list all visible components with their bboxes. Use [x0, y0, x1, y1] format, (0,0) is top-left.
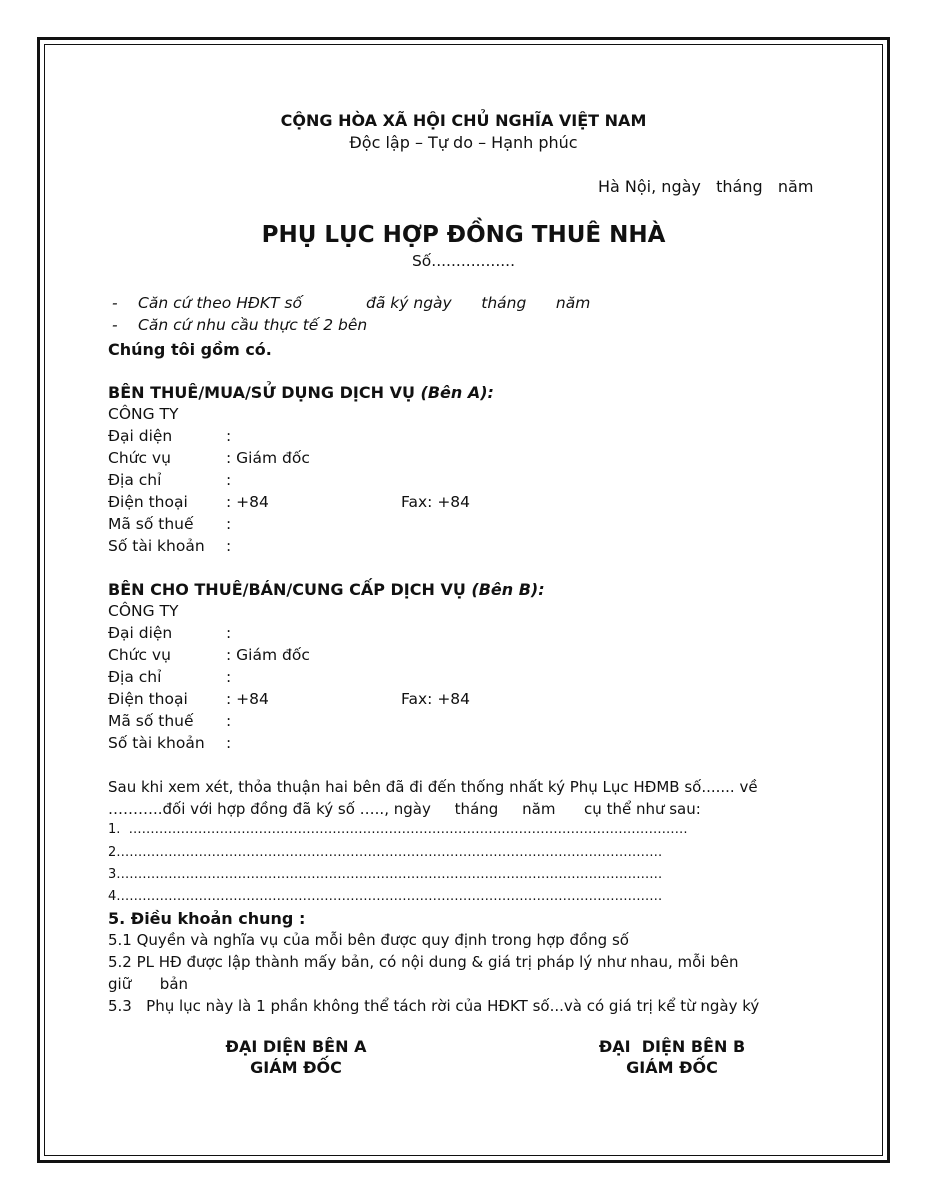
party-a-label-address: Địa chỉ: [108, 471, 162, 489]
party-a-heading-suffix: (Bên A):: [420, 383, 494, 402]
party-b-label-account: Số tài khoản: [108, 734, 205, 752]
party-a-heading: [108, 383, 494, 402]
agreement-line-2: ………..đối với hợp đồng đã ký số ….., ngày tháng năm cụ thể như sau:: [108, 800, 701, 818]
party-a-value-tax-code: :: [226, 515, 232, 533]
party-b-company: CÔNG TY: [108, 602, 179, 620]
document-number: Số.................: [411, 252, 516, 270]
party-b-label-position: Chức vụ: [108, 646, 171, 664]
signature-b-title: ĐẠI DIỆN BÊN B: [598, 1037, 746, 1056]
place-date: Hà Nội, ngày tháng năm: [598, 177, 814, 196]
party-a-heading-text: BÊN THUÊ/MUA/SỬ DỤNG DỊCH VỤ: [108, 383, 421, 402]
party-b-heading-suffix: (Bên B):: [471, 580, 545, 599]
party-a-value-position: : Giám đốc: [226, 449, 310, 467]
term-5-2-line-2: giữ bản: [108, 975, 189, 993]
nation-heading: CỘNG HÒA XÃ HỘI CHỦ NGHĨA VIỆT NAM: [280, 111, 647, 130]
party-b-value-position: : Giám đốc: [226, 646, 310, 664]
preamble-item-1: Căn cứ theo HĐKT số đã ký ngày tháng năm: [138, 294, 591, 312]
party-b-label-representative: Đại diện: [108, 624, 173, 642]
party-a-label-phone: Điện thoại: [108, 493, 188, 511]
party-a-value-address: :: [226, 471, 232, 489]
document-title: PHỤ LỤC HỢP ĐỒNG THUÊ NHÀ: [261, 222, 666, 248]
agreement-item-1: 1. …………………………………………………………………………………………………………………: [108, 822, 688, 837]
party-b-value-representative: :: [226, 624, 232, 642]
party-b-label-address: Địa chỉ: [108, 668, 162, 686]
party-a-company: CÔNG TY: [108, 405, 179, 423]
party-b-fax: Fax: +84: [401, 690, 471, 708]
bullet-1: -: [112, 294, 118, 312]
bullet-2: -: [112, 316, 118, 334]
party-b-heading-text: BÊN CHO THUÊ/BÁN/CUNG CẤP DỊCH VỤ: [108, 580, 472, 599]
agreement-item-4: 4………………………………………………………………………………………………………………: [108, 889, 663, 904]
we-include: Chúng tôi gồm có.: [108, 340, 272, 359]
signature-b-role: GIÁM ĐỐC: [626, 1058, 718, 1077]
party-b-value-address: :: [226, 668, 232, 686]
national-motto: Độc lập – Tự do – Hạnh phúc: [349, 133, 578, 152]
party-a-value-account: :: [226, 537, 232, 555]
party-a-value-representative: :: [226, 427, 232, 445]
term-5-2-line-1: 5.2 PL HĐ được lập thành mấy bản, có nội dung & giá trị pháp lý như nhau, mỗi bên: [108, 953, 739, 971]
term-5-3: 5.3 Phụ lục này là 1 phần không thể tách rời của HĐKT số...và có giá trị kể từ ngày ký: [108, 997, 760, 1015]
agreement-item-3: 3………………………………………………………………………………………………………………: [108, 867, 663, 882]
party-b-value-phone: : +84: [226, 690, 269, 708]
term-5-1: 5.1 Quyền và nghĩa vụ của mỗi bên được quy định trong hợp đồng số: [108, 931, 629, 949]
agreement-line-1: Sau khi xem xét, thỏa thuận hai bên đã đi đến thống nhất ký Phụ Lục HĐMB số....... về: [108, 778, 758, 796]
party-b-label-tax-code: Mã số thuế: [108, 712, 194, 730]
party-b-value-account: :: [226, 734, 232, 752]
party-a-label-position: Chức vụ: [108, 449, 171, 467]
party-b-label-phone: Điện thoại: [108, 690, 188, 708]
terms-heading: 5. Điều khoản chung :: [108, 909, 306, 928]
signature-a-role: GIÁM ĐỐC: [250, 1058, 342, 1077]
party-a-fax: Fax: +84: [401, 493, 471, 511]
agreement-item-2: 2………………………………………………………………………………………………………………: [108, 845, 663, 860]
party-b-heading: [108, 580, 545, 599]
preamble-item-2: Căn cứ nhu cầu thực tế 2 bên: [138, 316, 368, 334]
party-a-label-account: Số tài khoản: [108, 537, 205, 555]
party-a-label-tax-code: Mã số thuế: [108, 515, 194, 533]
party-a-value-phone: : +84: [226, 493, 269, 511]
signature-a-title: ĐẠI DIỆN BÊN A: [225, 1037, 367, 1056]
party-b-value-tax-code: :: [226, 712, 232, 730]
party-a-label-representative: Đại diện: [108, 427, 173, 445]
